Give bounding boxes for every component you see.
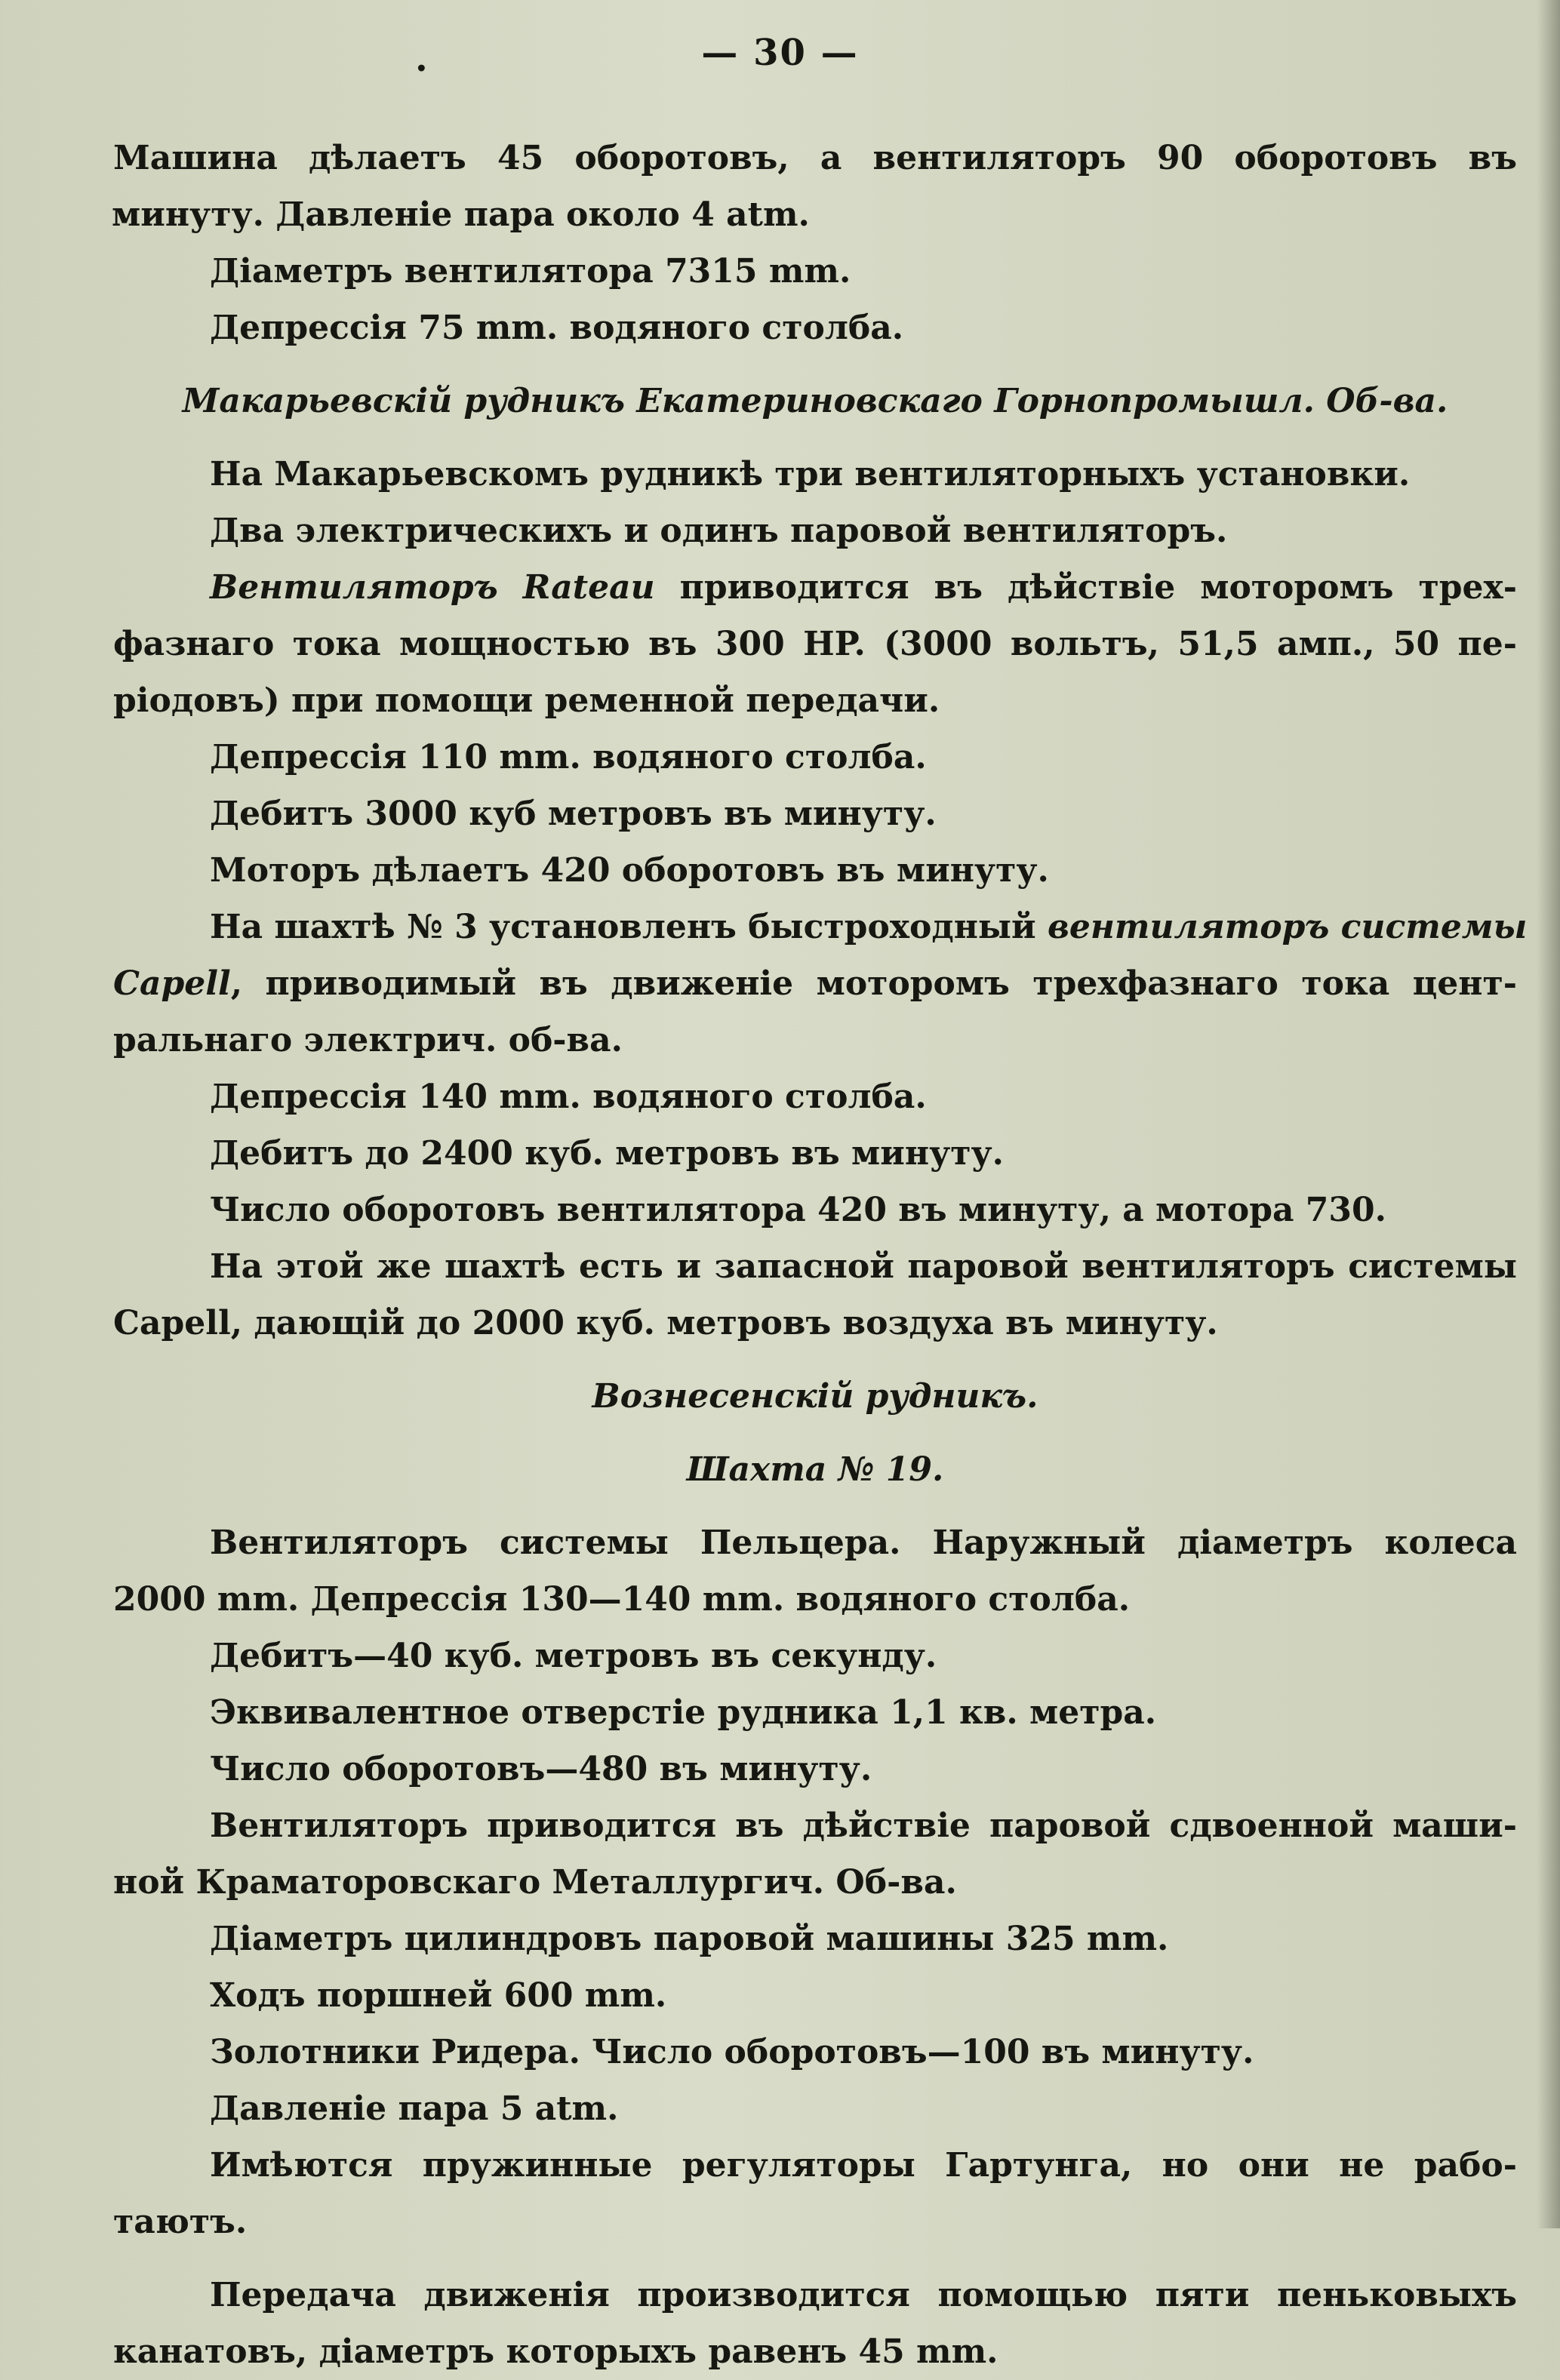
text-line: Имѣются пружинные регуляторы Гартунга, но они не рабо- [210, 2146, 1517, 2185]
text-line: Депрессія 110 mm. водяного столба. [210, 738, 927, 776]
text-line: минуту. Давленіе пара около 4 atm. [112, 195, 810, 234]
text-line: фазнаго тока мощностью въ 300 HP. (3000 вольтъ, 51,5 амп., 50 пе- [113, 625, 1517, 663]
text-line: Эквивалентное отверстіе рудника 1,1 кв. метра. [210, 1693, 1157, 1732]
header-dot: . [415, 38, 428, 80]
text-line: Діаметръ вентилятора 7315 mm. [210, 252, 851, 291]
text-line: Вентиляторъ системы Пельцера. Наружный діаметръ колеса [210, 1524, 1517, 1562]
text-line: На Макарьевскомъ рудникѣ три вентиляторныхъ установки. [210, 455, 1411, 494]
section-heading: Макарьевскій рудникъ Екатериновскаго Горнопромышл. Об-ва. [182, 382, 1448, 420]
text-line [113, 899, 1528, 955]
section-heading: Вознесенскій рудникъ. [592, 1377, 1038, 1416]
text-line: Число оборотовъ вентилятора 420 въ минуту, а мотора 730. [210, 1191, 1386, 1229]
text-line: Дебитъ 3000 куб метровъ въ минуту. [210, 795, 937, 833]
text-line: Два электрическихъ и одинъ паровой вентиляторъ. [210, 512, 1228, 550]
text-line: Передача движенія производится помощью пяти пеньковыхъ [210, 2276, 1517, 2314]
text-line: ральнаго электрич. об-ва. [113, 1021, 623, 1059]
text-line: Дебитъ до 2400 куб. метровъ въ минуту. [210, 1134, 1004, 1173]
text-span: На шахтѣ № 3 установленъ быстроходный [210, 908, 1048, 946]
page-edge-shadow [1537, 0, 1560, 2228]
text-line: Моторъ дѣлаетъ 420 оборотовъ въ минуту. [210, 851, 1049, 890]
text-span: , приводимый въ движеніе моторомъ трехфазнаго тока цент- [230, 964, 1517, 1003]
text-line: ной Краматоровскаго Металлургич. Об-ва. [113, 1863, 957, 1902]
text-line: Депрессія 75 mm. водяного столба. [210, 309, 904, 347]
italic-term: Capell [113, 964, 231, 1003]
italic-term: Вентиляторъ Rateau [210, 568, 655, 607]
italic-term: вентиляторъ системы [1047, 908, 1528, 946]
text-line: Дебитъ—40 куб. метровъ въ секунду. [210, 1637, 937, 1675]
text-line: 2000 mm. Депрессія 130—140 mm. водяного столба. [113, 1580, 1131, 1619]
page-body [112, 130, 1528, 2380]
text-line: На этой же шахтѣ есть и запасной паровой вентиляторъ системы [210, 1247, 1517, 1286]
text-line: Депрессія 140 mm. водяного столба. [210, 1078, 927, 1116]
text-line: таютъ. [113, 2203, 248, 2241]
text-line [113, 955, 1517, 1012]
subsection-heading: Шахта № 19. [686, 1450, 944, 1489]
text-line: Capell, дающій до 2000 куб. метровъ воздуха въ минуту. [113, 1304, 1218, 1342]
text-line: ріодовъ) при помощи ременной передачи. [113, 681, 940, 720]
text-line: Давленіе пара 5 atm. [210, 2089, 619, 2128]
text-line: Число оборотовъ—480 въ минуту. [210, 1750, 872, 1788]
text-line: Ходъ поршней 600 mm. [210, 1976, 667, 2015]
text-line: Вентиляторъ приводится въ дѣйствіе паровой сдвоенной маши- [210, 1807, 1517, 1845]
text-line: Машина дѣлаетъ 45 оборотовъ, а вентиляторъ 90 оборотовъ въ [113, 139, 1517, 177]
text-line: канатовъ, діаметръ которыхъ равенъ 45 mm. [113, 2332, 998, 2371]
page-number: — 30 — [701, 32, 859, 74]
text-span: приводится въ дѣйствіе моторомъ трех- [654, 568, 1518, 607]
text-line: Діаметръ цилиндровъ паровой машины 325 mm. [210, 1920, 1169, 1958]
text-line: Золотники Ридера. Число оборотовъ—100 въ минуту. [210, 2033, 1254, 2071]
text-line [113, 559, 1517, 616]
